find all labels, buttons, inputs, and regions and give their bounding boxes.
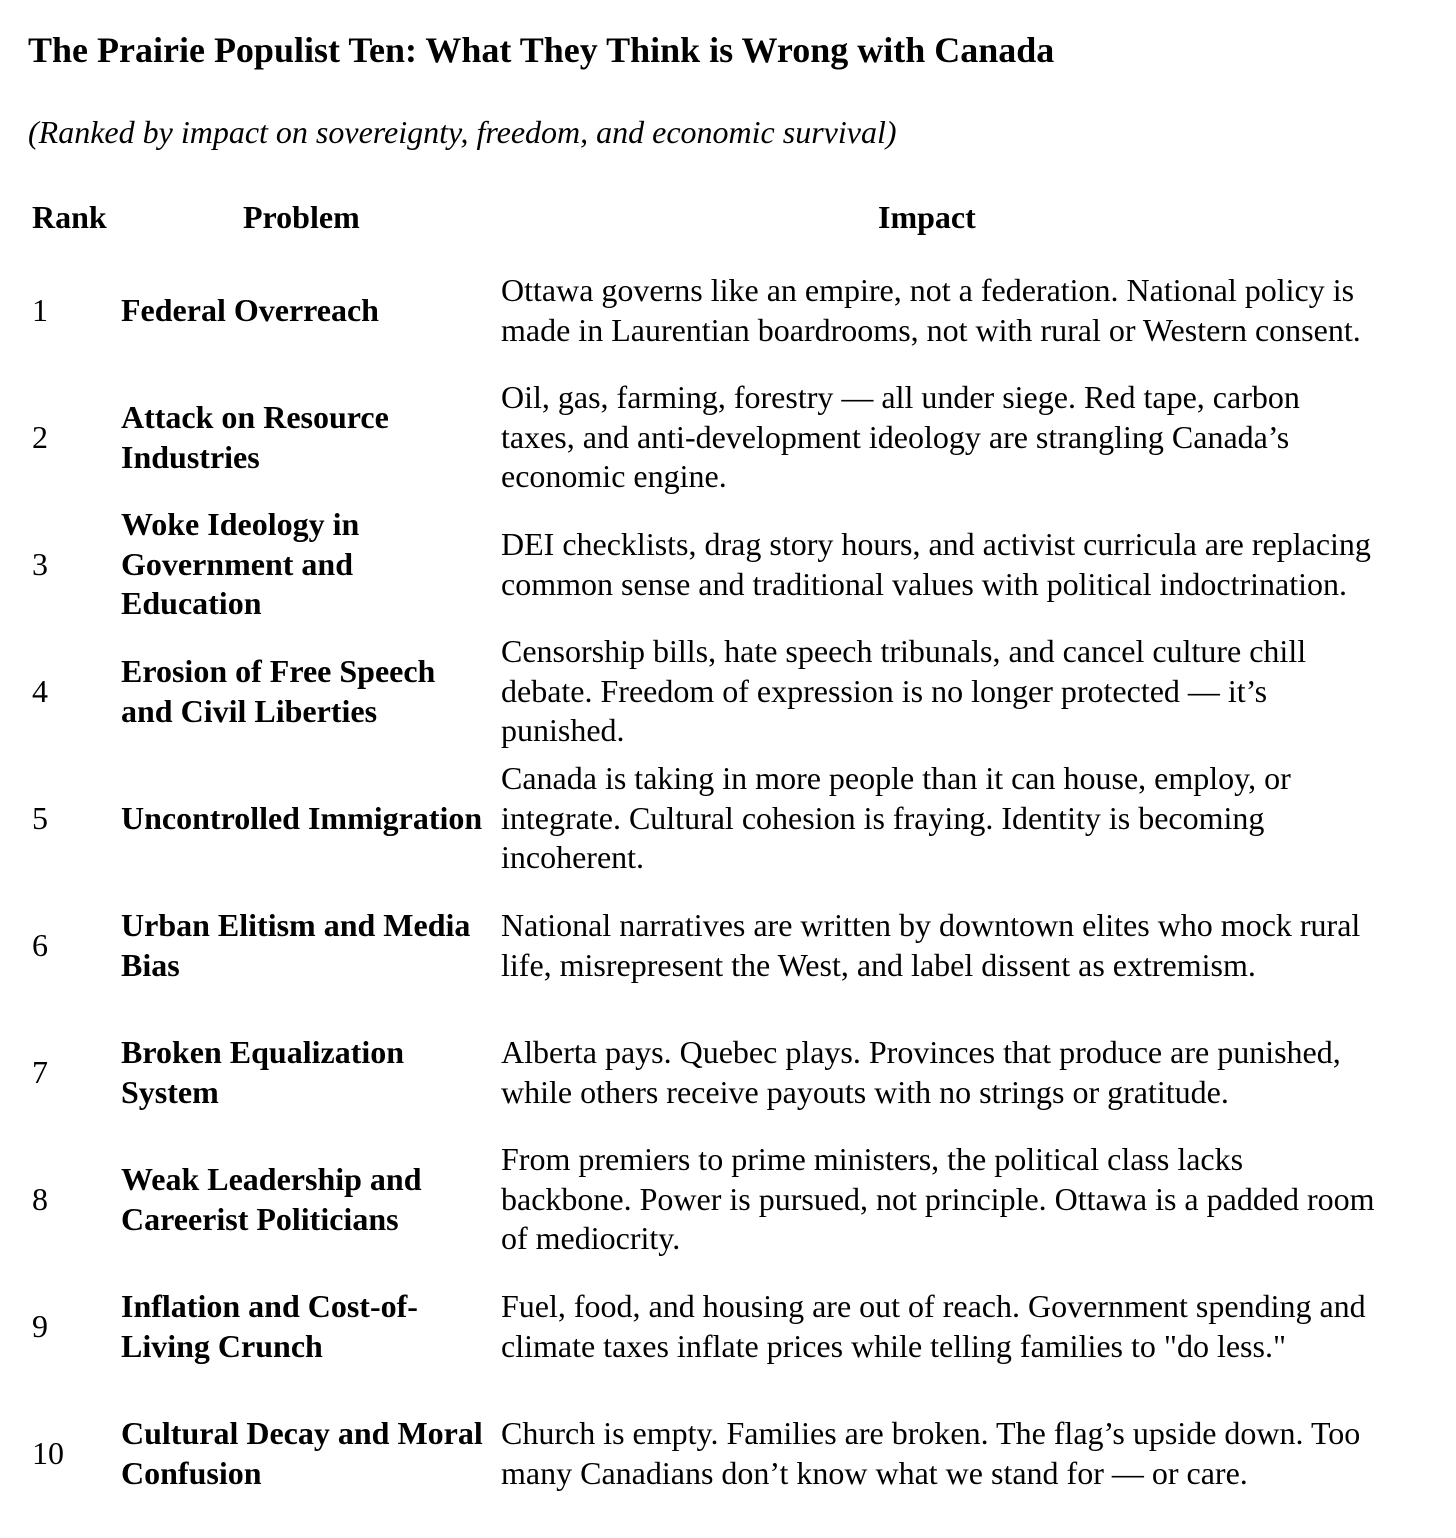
impact-cell — [501, 501, 1381, 628]
problem-text: Weak Leadership and Careerist Politicians — [121, 1161, 422, 1237]
header-impact: Impact — [878, 199, 976, 235]
impact-cell — [501, 882, 1381, 1009]
rank-cell — [32, 1263, 112, 1390]
rank-value: 2 — [32, 418, 48, 455]
table-row — [28, 1009, 1428, 1136]
impact-text: National narratives are written by downtown elites who mock rural life, misrepresent the West, and label dissent as extremism. — [501, 907, 1361, 983]
problem-text: Attack on Resource Industries — [121, 399, 389, 475]
impact-cell — [501, 1009, 1381, 1136]
problem-cell — [121, 1136, 491, 1263]
impact-text: Alberta pays. Quebec plays. Provinces that produce are punished, while others receive payouts with no strings or gratitude. — [501, 1034, 1341, 1110]
problem-cell — [121, 628, 491, 755]
impact-text: Censorship bills, hate speech tribunals, and cancel culture chill debate. Freedom of expression is no longer protected — it’s punished. — [501, 633, 1307, 749]
page-title: The Prairie Populist Ten: What They Think is Wrong with Canada — [28, 30, 1055, 70]
table-row — [28, 755, 1428, 882]
problem-text: Federal Overreach — [121, 291, 379, 328]
impact-cell — [501, 1390, 1381, 1517]
problem-text: Broken Equalization System — [121, 1034, 405, 1110]
problem-cell — [121, 1390, 491, 1517]
problem-text: Inflation and Cost-of-Living Crunch — [121, 1288, 418, 1364]
rank-cell — [32, 882, 112, 1009]
table-row — [28, 1263, 1428, 1390]
header-rank: Rank — [32, 199, 107, 235]
rank-cell — [32, 374, 112, 501]
rank-cell — [32, 628, 112, 755]
problem-text: Uncontrolled Immigration — [121, 799, 483, 836]
page-subtitle: (Ranked by impact on sovereignty, freedom, and economic survival) — [28, 114, 897, 150]
problem-cell — [121, 755, 491, 882]
problem-cell — [121, 374, 491, 501]
problem-text: Woke Ideology in Government and Education — [121, 506, 360, 622]
problem-cell — [121, 1263, 491, 1390]
impact-cell — [501, 1263, 1381, 1390]
rank-value: 9 — [32, 1307, 48, 1344]
rank-cell — [32, 1136, 112, 1263]
impact-cell — [501, 1136, 1381, 1263]
problem-cell — [121, 1009, 491, 1136]
rank-value: 8 — [32, 1180, 48, 1217]
problem-cell — [121, 882, 491, 1009]
rank-value: 1 — [32, 291, 48, 328]
impact-cell — [501, 755, 1381, 882]
rank-value: 4 — [32, 672, 48, 709]
rank-value: 10 — [32, 1434, 64, 1471]
problem-text: Erosion of Free Speech and Civil Liberties — [121, 653, 436, 729]
impact-cell — [501, 374, 1381, 501]
table-row — [28, 628, 1428, 755]
problem-cell — [121, 501, 491, 628]
rank-value: 6 — [32, 926, 48, 963]
table-row — [28, 882, 1428, 1009]
impact-cell — [501, 628, 1381, 755]
table-row — [28, 501, 1428, 628]
impact-text: DEI checklists, drag story hours, and activist curricula are replacing common sense and traditional values with political indoctrination. — [501, 526, 1371, 602]
header-problem: Problem — [243, 199, 360, 235]
table-row — [28, 374, 1428, 501]
table-row — [28, 247, 1428, 374]
impact-text: Fuel, food, and housing are out of reach. Government spending and climate taxes inflate prices while telling families to "do less." — [501, 1288, 1366, 1364]
impact-text: Ottawa governs like an empire, not a federation. National policy is made in Laurentian boardrooms, not with rural or Western consent. — [501, 272, 1361, 348]
problem-text: Urban Elitism and Media Bias — [121, 907, 471, 983]
rank-value: 5 — [32, 799, 48, 836]
problem-cell — [121, 247, 491, 374]
rank-cell — [32, 1009, 112, 1136]
impact-text: Church is empty. Families are broken. The flag’s upside down. Too many Canadians don’t know what we stand for — or care. — [501, 1415, 1361, 1491]
impact-text: Canada is taking in more people than it can house, employ, or integrate. Cultural cohesion is fraying. Identity is becoming incoherent. — [501, 760, 1291, 876]
impact-text: Oil, gas, farming, forestry — all under siege. Red tape, carbon taxes, and anti-development ideology are strangling Canada’s economic engine. — [501, 379, 1300, 495]
rank-value: 3 — [32, 545, 48, 582]
rank-cell — [32, 1390, 112, 1517]
table-row — [28, 1136, 1428, 1263]
impact-text: From premiers to prime ministers, the political class lacks backbone. Power is pursued, not principle. Ottawa is a padded room of mediocrity. — [501, 1141, 1375, 1257]
rank-value: 7 — [32, 1053, 48, 1090]
problem-text: Cultural Decay and Moral Confusion — [121, 1415, 483, 1491]
table-row — [28, 1390, 1428, 1517]
rank-cell — [32, 247, 112, 374]
rank-cell — [32, 755, 112, 882]
impact-cell — [501, 247, 1381, 374]
rank-cell — [32, 501, 112, 628]
